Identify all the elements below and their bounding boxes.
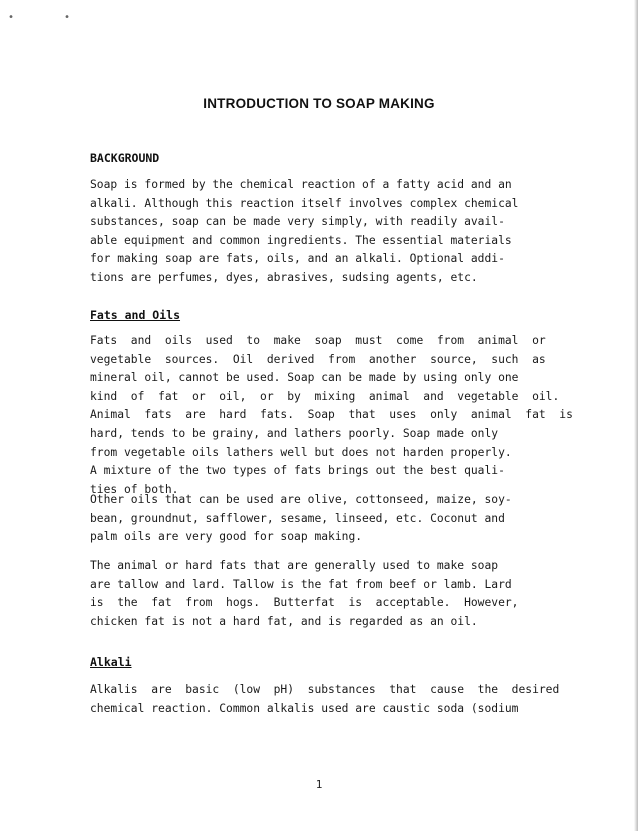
text-line: chemical reaction. Common alkalis used are caustic soda (sodium [90,701,519,715]
background-paragraph [90,176,568,288]
text-line: alkali. Although this reaction itself involves complex chemical [90,196,519,210]
text-line: mineral oil, cannot be used. Soap can be made by using only one [90,371,519,385]
text-line: Other oils that can be used are olive, cottonseed, maize, soy- [90,493,512,506]
text-line: Fats and oils used to make soap must come from animal or [90,334,546,347]
document-title: INTRODUCTION TO SOAP MAKING [203,96,435,111]
text-line: chicken fat is not a hard fat, and is regarded as an oil. [90,614,478,628]
text-line: Animal fats are hard fats. Soap that uses only animal fat is [90,408,573,422]
section-heading-fats-and-oils: Fats and Oils [90,308,181,322]
text-line: Soap is formed by the chemical reaction of a fatty acid and an [90,178,512,191]
text-line: tions are perfumes, dyes, abrasives, sudsing agents, etc. [90,270,478,284]
text-line: A mixture of the two types of fats brings out the best quali- [90,464,505,478]
scan-artifact: • • [8,12,93,23]
fats-paragraph-2 [90,491,568,547]
fats-paragraph-1 [90,332,573,499]
text-line: Alkalis are basic (low pH) substances that cause the desired [90,683,560,696]
text-line: palm oils are very good for soap making. [90,530,363,544]
text-line: The animal or hard fats that are generally used to make soap [90,559,499,572]
section-heading-alkali: Alkali [90,655,132,669]
text-line: hard, tends to be grainy, and lathers poorly. Soap made only [90,426,499,440]
alkali-paragraph [90,681,568,718]
fats-paragraph-3 [90,557,568,631]
text-line: is the fat from hogs. Butterfat is acceptable. However, [90,596,519,610]
text-line: able equipment and common ingredients. The essential materials [90,233,512,247]
text-line: are tallow and lard. Tallow is the fat from beef or lamb. Lard [90,577,512,591]
page-number: 1 [315,778,323,791]
page-edge-shadow [634,0,638,831]
text-line: vegetable sources. Oil derived from another source, such as [90,352,546,366]
text-line: ties of both. [90,482,179,496]
text-line: substances, soap can be made very simply, with readily avail- [90,215,505,229]
text-line: kind of fat or oil, or by mixing animal and vegetable oil. [90,389,560,403]
text-line: from vegetable oils lathers well but does not harden properly. [90,445,512,459]
text-line: bean, groundnut, safflower, sesame, linseed, etc. Coconut and [90,511,505,525]
section-heading-background: BACKGROUND [90,151,160,165]
text-line: for making soap are fats, oils, and an alkali. Optional addi- [90,252,505,266]
